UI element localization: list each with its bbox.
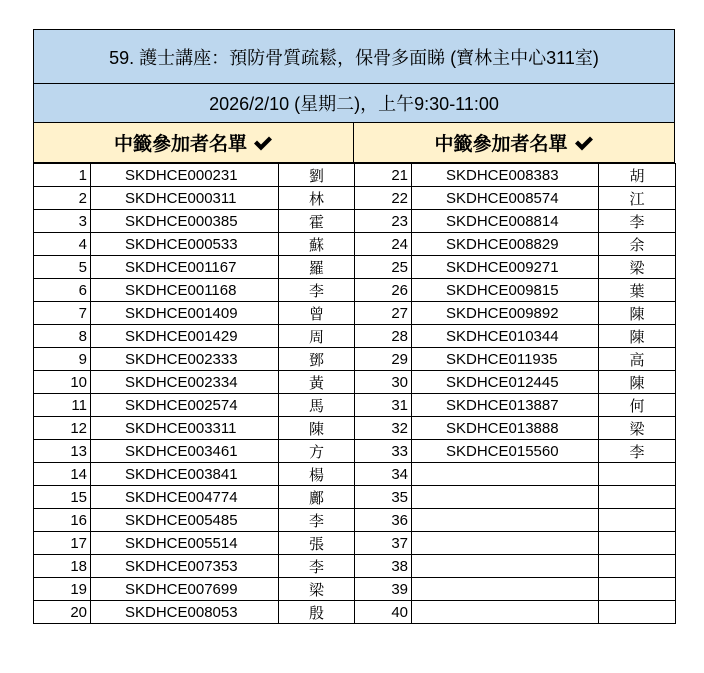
row-number: 13: [34, 440, 91, 463]
row-number: 21: [355, 164, 412, 187]
participant-surname: 蘇: [279, 233, 355, 256]
row-number: 1: [34, 164, 91, 187]
table-row: [34, 371, 676, 394]
participant-code: SKDHCE010344: [412, 325, 599, 348]
participant-code: [412, 532, 599, 555]
participant-code: SKDHCE002334: [91, 371, 279, 394]
row-number: 28: [355, 325, 412, 348]
list-header-right-label: 中籤參加者名單: [434, 134, 568, 155]
participant-surname: 鄺: [279, 486, 355, 509]
row-number: 4: [34, 233, 91, 256]
participant-code: SKDHCE012445: [412, 371, 599, 394]
event-title: [33, 29, 675, 84]
table-row: [34, 325, 676, 348]
table-row: [34, 578, 676, 601]
row-number: 20: [34, 601, 91, 624]
list-header-right: [354, 123, 675, 163]
participant-surname: 霍: [279, 210, 355, 233]
row-number: 15: [34, 486, 91, 509]
row-number: 14: [34, 463, 91, 486]
check-icon: [574, 135, 594, 151]
participant-code: SKDHCE001167: [91, 256, 279, 279]
participant-surname: 李: [599, 440, 676, 463]
participant-code: SKDHCE009815: [412, 279, 599, 302]
participant-code: SKDHCE001429: [91, 325, 279, 348]
participant-code: SKDHCE004774: [91, 486, 279, 509]
row-number: 17: [34, 532, 91, 555]
row-number: 31: [355, 394, 412, 417]
participant-code: SKDHCE013888: [412, 417, 599, 440]
participant-surname: 楊: [279, 463, 355, 486]
participant-surname: 陳: [599, 371, 676, 394]
participant-surname: 陳: [599, 325, 676, 348]
participant-surname: 劉: [279, 164, 355, 187]
row-number: 26: [355, 279, 412, 302]
row-number: 27: [355, 302, 412, 325]
participant-code: [412, 509, 599, 532]
row-number: 36: [355, 509, 412, 532]
participant-surname: 馬: [279, 394, 355, 417]
participant-surname: 何: [599, 394, 676, 417]
row-number: 33: [355, 440, 412, 463]
check-icon: [253, 135, 273, 151]
table-row: [34, 555, 676, 578]
row-number: 32: [355, 417, 412, 440]
row-number: 22: [355, 187, 412, 210]
table-row: [34, 302, 676, 325]
participant-surname: 江: [599, 187, 676, 210]
row-number: 11: [34, 394, 91, 417]
list-header-row: [33, 123, 675, 163]
list-header-left-label: 中籤參加者名單: [113, 134, 247, 155]
participant-code: SKDHCE001409: [91, 302, 279, 325]
participant-surname: 羅: [279, 256, 355, 279]
table-row: [34, 348, 676, 371]
row-number: 10: [34, 371, 91, 394]
participant-code: SKDHCE015560: [412, 440, 599, 463]
participant-surname: 李: [279, 509, 355, 532]
participant-code: SKDHCE008383: [412, 164, 599, 187]
row-number: 3: [34, 210, 91, 233]
participant-surname: [599, 486, 676, 509]
participant-surname: [599, 578, 676, 601]
row-number: 35: [355, 486, 412, 509]
participant-surname: 陳: [599, 302, 676, 325]
participant-code: [412, 555, 599, 578]
participant-code: SKDHCE005514: [91, 532, 279, 555]
participant-surname: 殷: [279, 601, 355, 624]
table-row: [34, 486, 676, 509]
table-row: [34, 210, 676, 233]
participant-surname: [599, 463, 676, 486]
participant-surname: 方: [279, 440, 355, 463]
row-number: 5: [34, 256, 91, 279]
row-number: 37: [355, 532, 412, 555]
participant-surname: 葉: [599, 279, 676, 302]
table-row: [34, 164, 676, 187]
participant-code: SKDHCE000533: [91, 233, 279, 256]
event-title-text: 59. 護士講座：預防骨質疏鬆，保骨多面睇 (寶林主中心311室): [109, 47, 599, 68]
participant-surname: 梁: [279, 578, 355, 601]
row-number: 2: [34, 187, 91, 210]
table-row: [34, 187, 676, 210]
participant-surname: 曾: [279, 302, 355, 325]
participant-table: [33, 163, 676, 624]
participant-code: [412, 486, 599, 509]
participant-surname: 余: [599, 233, 676, 256]
table-row: [34, 256, 676, 279]
participant-surname: 高: [599, 348, 676, 371]
table-row: [34, 532, 676, 555]
participant-code: SKDHCE009892: [412, 302, 599, 325]
participant-surname: [599, 601, 676, 624]
participant-code: SKDHCE011935: [412, 348, 599, 371]
participant-surname: 李: [279, 555, 355, 578]
participant-code: SKDHCE002333: [91, 348, 279, 371]
participant-code: SKDHCE003311: [91, 417, 279, 440]
row-number: 6: [34, 279, 91, 302]
row-number: 18: [34, 555, 91, 578]
participant-surname: 李: [599, 210, 676, 233]
participant-surname: [599, 555, 676, 578]
participant-surname: 陳: [279, 417, 355, 440]
event-date-text: 2026/2/10 (星期二)，上午9:30-11:00: [209, 94, 499, 114]
participant-surname: 張: [279, 532, 355, 555]
participant-code: SKDHCE003841: [91, 463, 279, 486]
participant-code: SKDHCE000385: [91, 210, 279, 233]
participant-code: SKDHCE013887: [412, 394, 599, 417]
row-number: 8: [34, 325, 91, 348]
row-number: 38: [355, 555, 412, 578]
table-row: [34, 601, 676, 624]
participant-surname: 胡: [599, 164, 676, 187]
participant-code: SKDHCE003461: [91, 440, 279, 463]
participant-surname: 梁: [599, 256, 676, 279]
participant-surname: [599, 532, 676, 555]
participant-code: SKDHCE007699: [91, 578, 279, 601]
table-row: [34, 463, 676, 486]
row-number: 12: [34, 417, 91, 440]
row-number: 25: [355, 256, 412, 279]
table-row: [34, 440, 676, 463]
participant-code: SKDHCE001168: [91, 279, 279, 302]
table-row: [34, 279, 676, 302]
participant-surname: 鄧: [279, 348, 355, 371]
participant-surname: 周: [279, 325, 355, 348]
row-number: 30: [355, 371, 412, 394]
participant-code: SKDHCE008053: [91, 601, 279, 624]
participant-surname: 黃: [279, 371, 355, 394]
row-number: 34: [355, 463, 412, 486]
participant-surname: [599, 509, 676, 532]
participant-code: [412, 601, 599, 624]
participant-code: SKDHCE008814: [412, 210, 599, 233]
row-number: 16: [34, 509, 91, 532]
participant-code: SKDHCE002574: [91, 394, 279, 417]
row-number: 29: [355, 348, 412, 371]
row-number: 39: [355, 578, 412, 601]
participant-code: SKDHCE000231: [91, 164, 279, 187]
participant-code: SKDHCE005485: [91, 509, 279, 532]
participant-code: SKDHCE009271: [412, 256, 599, 279]
participant-surname: 林: [279, 187, 355, 210]
table-row: [34, 394, 676, 417]
row-number: 19: [34, 578, 91, 601]
row-number: 40: [355, 601, 412, 624]
participant-code: [412, 463, 599, 486]
event-date: [33, 84, 675, 123]
participant-surname: 梁: [599, 417, 676, 440]
row-number: 7: [34, 302, 91, 325]
table-row: [34, 233, 676, 256]
row-number: 9: [34, 348, 91, 371]
participant-surname: 李: [279, 279, 355, 302]
participant-code: SKDHCE008574: [412, 187, 599, 210]
table-row: [34, 417, 676, 440]
participant-code: SKDHCE008829: [412, 233, 599, 256]
participant-list-sheet: [33, 29, 675, 624]
participant-code: SKDHCE000311: [91, 187, 279, 210]
list-header-left: [33, 123, 354, 163]
table-row: [34, 509, 676, 532]
participant-code: SKDHCE007353: [91, 555, 279, 578]
row-number: 23: [355, 210, 412, 233]
participant-code: [412, 578, 599, 601]
row-number: 24: [355, 233, 412, 256]
